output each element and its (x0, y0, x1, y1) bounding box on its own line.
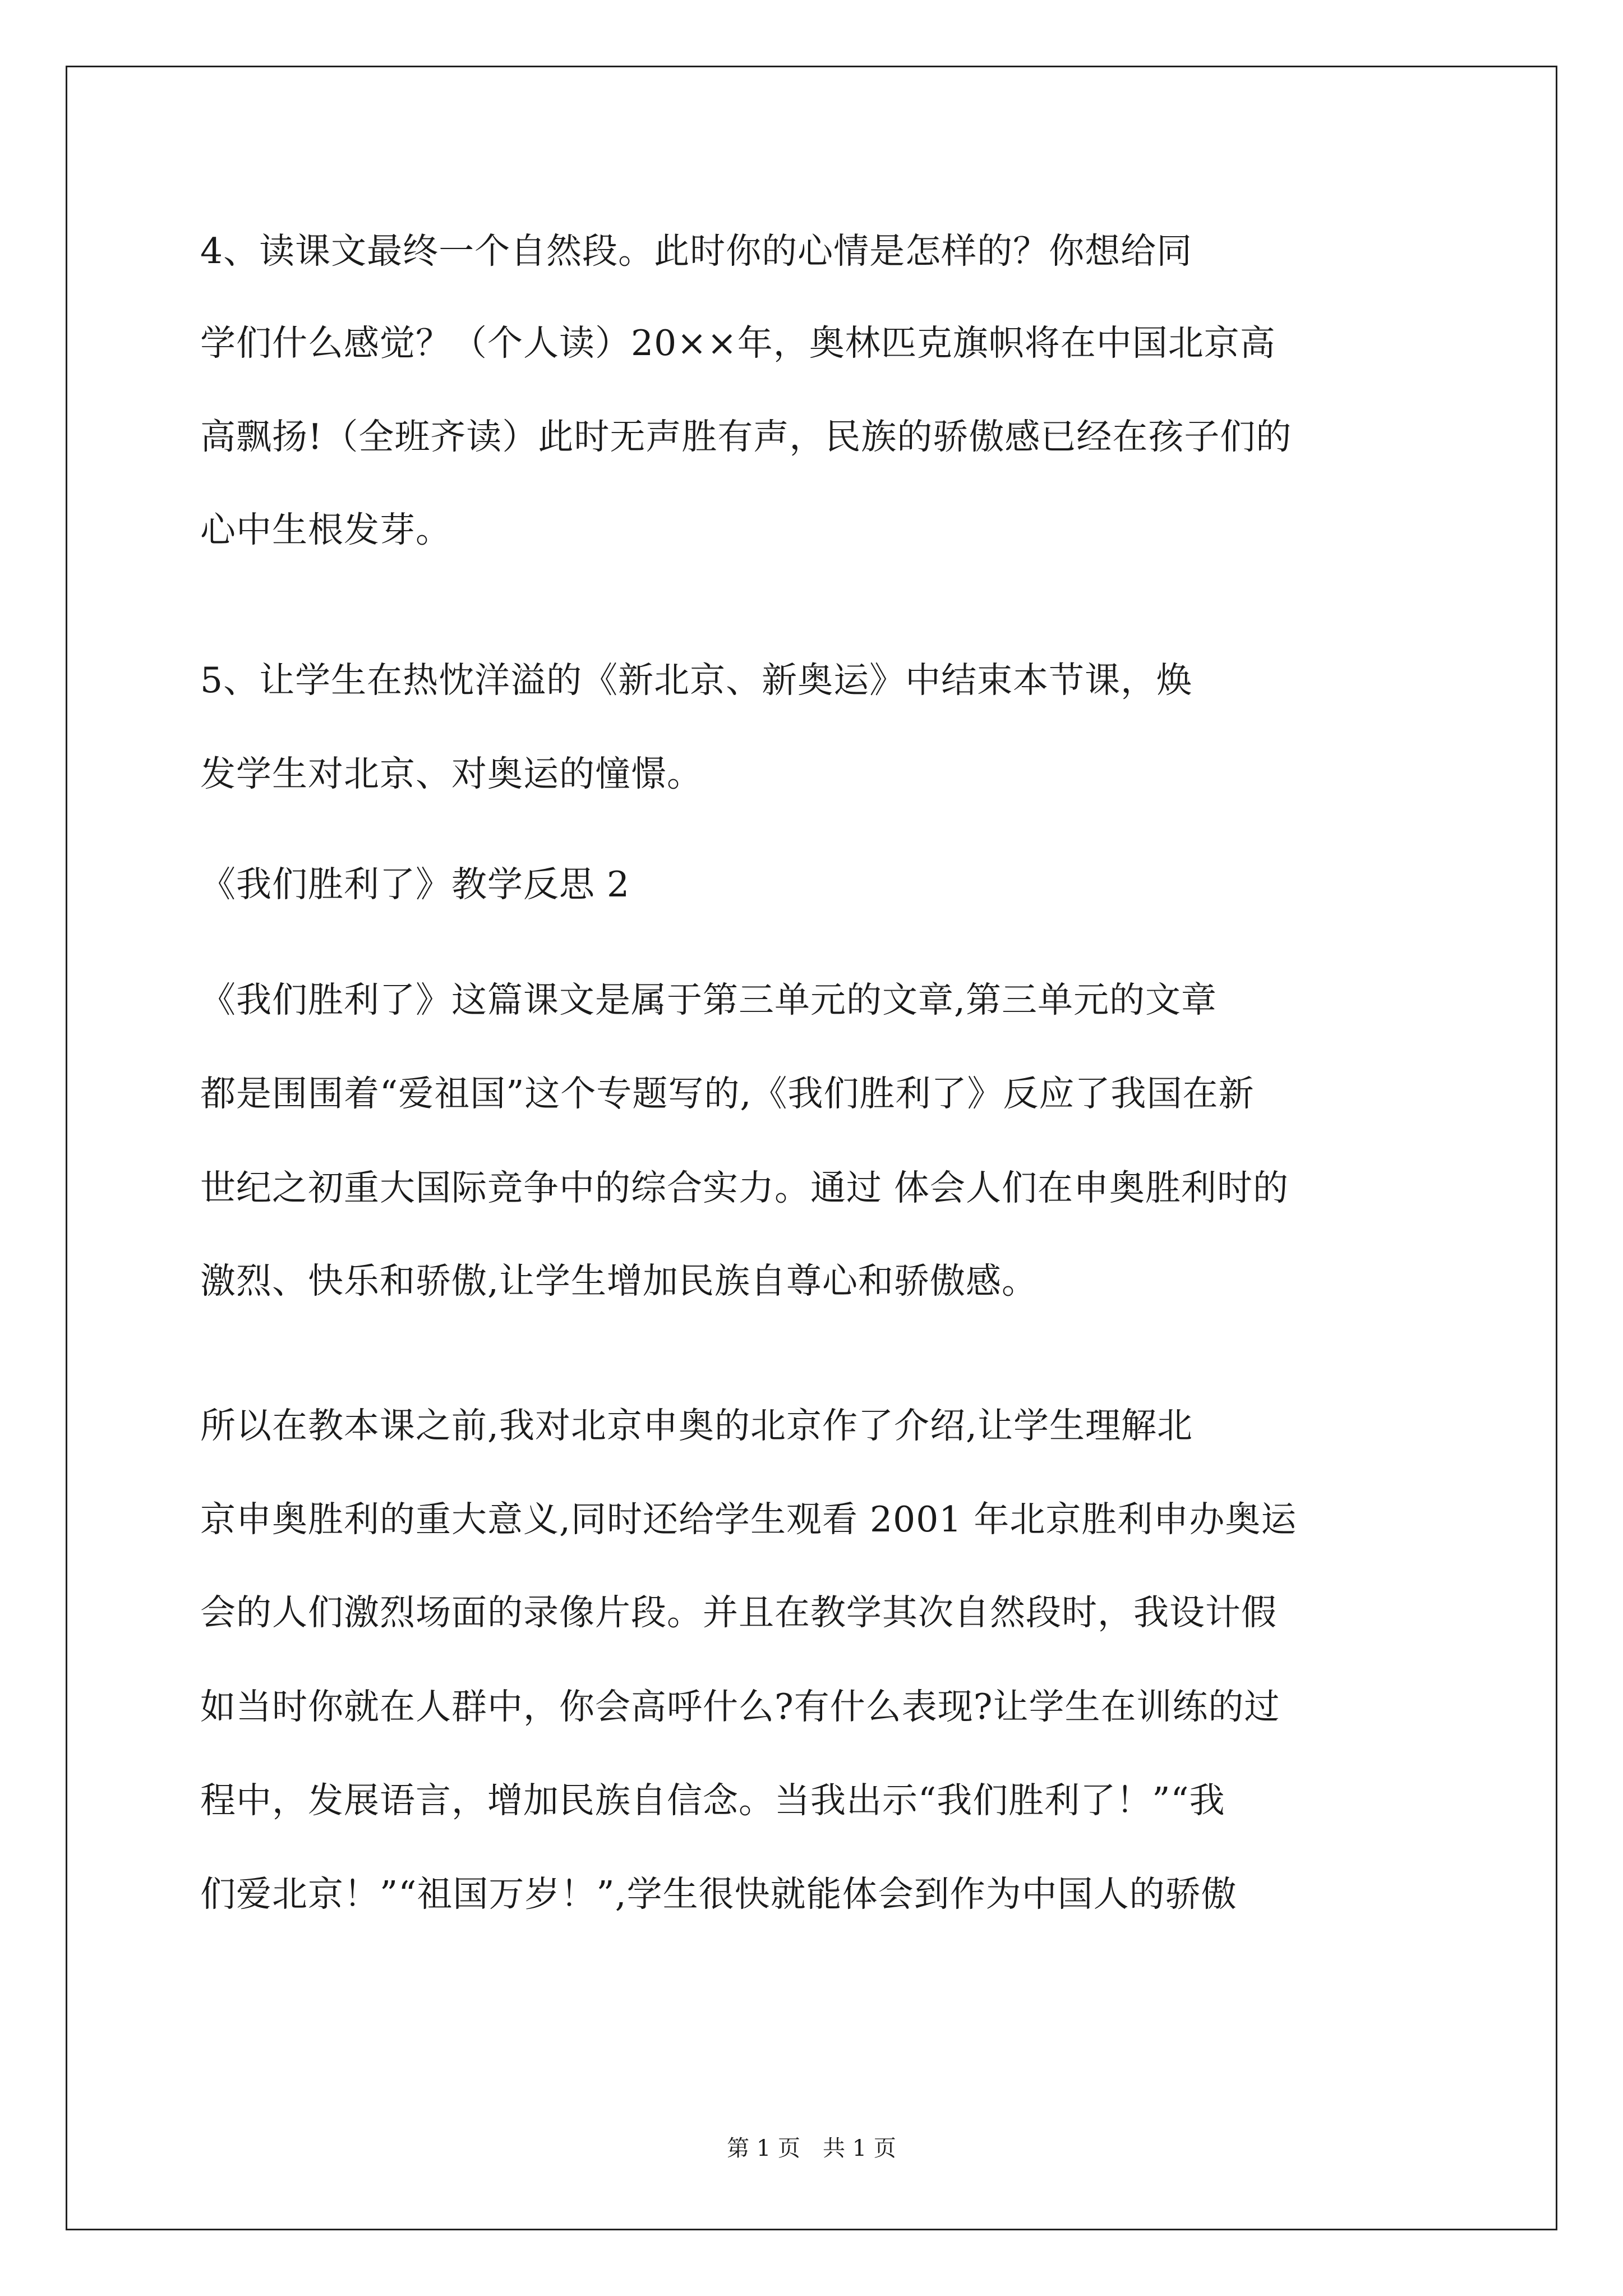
text-line: 京申奥胜利的重大意义,同时还给学生观看 2001 年北京胜利申办奥运 (200, 1499, 1297, 1540)
text-line: 发学生对北京、对奥运的憧憬。 (200, 753, 703, 794)
text-line: 4、读课文最终一个自然段。此时你的心情是怎样的？你想给同 (200, 231, 1193, 272)
text-line: 们爱北京！”“祖国万岁！”,学生很快就能体会到作为中国人的骄傲 (200, 1874, 1237, 1915)
section-heading: 《我们胜利了》教学反思 2 (200, 864, 630, 905)
text-line: 所以在教本课之前,我对北京申奥的北京作了介绍,让学生理解北 (200, 1405, 1193, 1446)
text-line: 心中生根发芽。 (200, 509, 451, 550)
page-footer (0, 2134, 1623, 2162)
text-line: 世纪之初重大国际竞争中的综合实力。通过 体会人们在申奥胜利时的 (200, 1167, 1289, 1208)
text-line: 会的人们激烈场面的录像片段。并且在教学其次自然段时，我设计假 (200, 1592, 1277, 1633)
text-line: 激烈、快乐和骄傲,让学生增加民族自尊心和骄傲感。 (200, 1260, 1038, 1301)
text-line: 学们什么感觉？（个人读）20××年，奥林匹克旗帜将在中国北京高 (200, 323, 1276, 364)
text-line: 高飘扬!（全班齐读）此时无声胜有声，民族的骄傲感已经在孩子们的 (200, 416, 1292, 457)
text-line: 5、让学生在热忱洋溢的《新北京、新奥运》中结束本节课，焕 (200, 660, 1193, 701)
page-number: 第 1 页 (727, 2136, 800, 2161)
text-line: 如当时你就在人群中，你会高呼什么?有什么表现?让学生在训练的过 (200, 1686, 1280, 1727)
text-line: 《我们胜利了》这篇课文是属于第三单元的文章,第三单元的文章 (200, 979, 1218, 1020)
text-line: 程中，发展语言，增加民族自信念。当我出示“我们胜利了！”“我 (200, 1780, 1225, 1821)
page-total: 共 1 页 (823, 2136, 896, 2161)
text-line: 都是围围着“爱祖国”这个专题写的,《我们胜利了》反应了我国在新 (200, 1073, 1255, 1114)
